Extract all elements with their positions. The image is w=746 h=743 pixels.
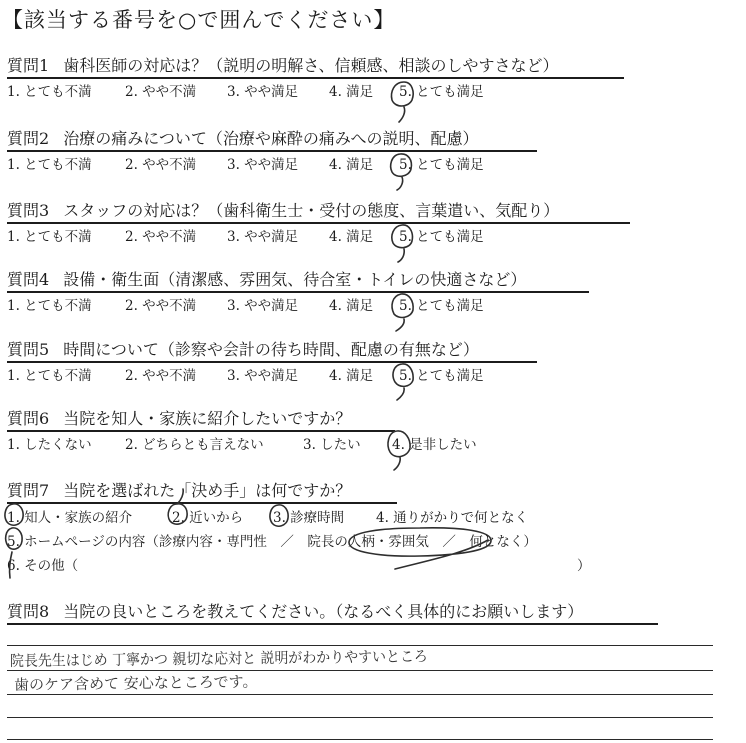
question-2-text: 治療の痛みについて（治療や麻酔の痛みへの説明、配慮） bbox=[63, 129, 479, 148]
question-4-text: 設備・衛生面（清潔感、雰囲気、待合室・トイレの快適さなど） bbox=[63, 270, 527, 289]
q4-option-3[interactable]: 3. やや満足 bbox=[227, 298, 299, 314]
question-5-underline bbox=[7, 361, 537, 363]
q2-option-3[interactable]: 3. やや満足 bbox=[227, 157, 299, 173]
q1-option-5[interactable]: 5. とても満足 bbox=[399, 84, 484, 100]
answer-line bbox=[7, 694, 713, 695]
question-3-heading bbox=[7, 198, 559, 221]
question-8-text: 当院の良いところを教えてください。（なるべく具体的にお願いします） bbox=[63, 602, 584, 621]
q5-option-2[interactable]: 2. やや不満 bbox=[125, 368, 197, 384]
q4-option-5[interactable]: 5. とても満足 bbox=[399, 298, 484, 314]
q6-option-4[interactable]: 4. 是非したい bbox=[392, 437, 477, 453]
q6-option-3[interactable]: 3. したい bbox=[303, 437, 361, 453]
q1-option-2[interactable]: 2. やや不満 bbox=[125, 84, 197, 100]
q7-option-6-close: ） bbox=[577, 558, 591, 574]
q2-option-4[interactable]: 4. 満足 bbox=[329, 157, 374, 173]
q3-option-5[interactable]: 5. とても満足 bbox=[399, 229, 484, 245]
q7-option-4[interactable]: 4. 通りがかりで何となく bbox=[376, 510, 529, 526]
q2-option-5[interactable]: 5. とても満足 bbox=[399, 157, 484, 173]
question-2-underline bbox=[7, 150, 537, 152]
q2-option-2[interactable]: 2. やや不満 bbox=[125, 157, 197, 173]
answer-line bbox=[7, 717, 713, 718]
question-4-underline bbox=[7, 291, 589, 293]
question-5-heading bbox=[7, 337, 479, 360]
q2-option-1[interactable]: 1. とても不満 bbox=[7, 157, 92, 173]
q3-option-2[interactable]: 2. やや不満 bbox=[125, 229, 197, 245]
q1-option-1[interactable]: 1. とても不満 bbox=[7, 84, 92, 100]
q5-option-1[interactable]: 1. とても不満 bbox=[7, 368, 92, 384]
question-7-text: 当院を選ばれた「決め手」は何ですか？ bbox=[63, 481, 352, 500]
question-6-number: 質問6 bbox=[7, 409, 50, 428]
handwritten-answer-line-1: 院長先生はじめ 丁寧かつ 親切な応対と 説明がわかりやすいところ bbox=[9, 647, 428, 670]
q3-option-1[interactable]: 1. とても不満 bbox=[7, 229, 92, 245]
q7-option-5[interactable]: 5. ホームページの内容（診療内容・専門性 ／ 院長の人柄・雰囲気 ／ 何となく） bbox=[7, 534, 537, 550]
q1-option-4[interactable]: 4. 満足 bbox=[329, 84, 374, 100]
page-title: 【該当する番号を○で囲んでください】 bbox=[2, 8, 396, 32]
q5-option-3[interactable]: 3. やや満足 bbox=[227, 368, 299, 384]
q1-option-3[interactable]: 3. やや満足 bbox=[227, 84, 299, 100]
question-2-heading bbox=[7, 126, 479, 149]
question-4-heading bbox=[7, 267, 526, 290]
answer-line bbox=[7, 670, 713, 671]
q7-option-2[interactable]: 2. 近いから bbox=[172, 510, 244, 526]
question-2-number: 質問2 bbox=[7, 129, 50, 148]
question-3-underline bbox=[7, 222, 630, 224]
q4-option-1[interactable]: 1. とても不満 bbox=[7, 298, 92, 314]
question-7-heading bbox=[7, 478, 351, 501]
q7-option-6[interactable]: 6. その他（ bbox=[7, 558, 79, 574]
q5-option-5[interactable]: 5. とても満足 bbox=[399, 368, 484, 384]
question-4-number: 質問4 bbox=[7, 270, 50, 289]
handwritten-answer-line-2: 歯のケア含めて 安心なところです。 bbox=[13, 672, 258, 694]
q7-option-1[interactable]: 1. 知人・家族の紹介 bbox=[7, 510, 133, 526]
question-3-text: スタッフの対応は？（歯科衛生士・受付の態度、言葉遣い、気配り） bbox=[63, 201, 560, 220]
question-1-underline bbox=[7, 77, 624, 79]
question-1-number: 質問1 bbox=[7, 56, 50, 75]
q6-option-2[interactable]: 2. どちらとも言えない bbox=[125, 437, 264, 453]
q3-option-3[interactable]: 3. やや満足 bbox=[227, 229, 299, 245]
question-6-heading bbox=[7, 406, 351, 429]
question-6-text: 当院を知人・家族に紹介したいですか？ bbox=[63, 409, 352, 428]
answer-line bbox=[7, 739, 713, 740]
q7-option-3[interactable]: 3. 診療時間 bbox=[273, 510, 345, 526]
q6-option-1[interactable]: 1. したくない bbox=[7, 437, 92, 453]
q4-option-4[interactable]: 4. 満足 bbox=[329, 298, 374, 314]
q3-option-4[interactable]: 4. 満足 bbox=[329, 229, 374, 245]
question-1-heading bbox=[7, 53, 559, 76]
question-7-underline bbox=[7, 502, 397, 504]
question-8-underline bbox=[7, 623, 658, 625]
question-3-number: 質問3 bbox=[7, 201, 50, 220]
question-5-number: 質問5 bbox=[7, 340, 50, 359]
q5-option-4[interactable]: 4. 満足 bbox=[329, 368, 374, 384]
question-8-number: 質問8 bbox=[7, 602, 50, 621]
question-6-underline bbox=[7, 430, 395, 432]
q4-option-2[interactable]: 2. やや不満 bbox=[125, 298, 197, 314]
question-1-text: 歯科医師の対応は？（説明の明解さ、信頼感、相談のしやすさなど） bbox=[63, 56, 559, 75]
question-8-heading bbox=[7, 599, 583, 622]
question-5-text: 時間について（診察や会計の待ち時間、配慮の有無など） bbox=[63, 340, 479, 359]
question-7-number: 質問7 bbox=[7, 481, 50, 500]
